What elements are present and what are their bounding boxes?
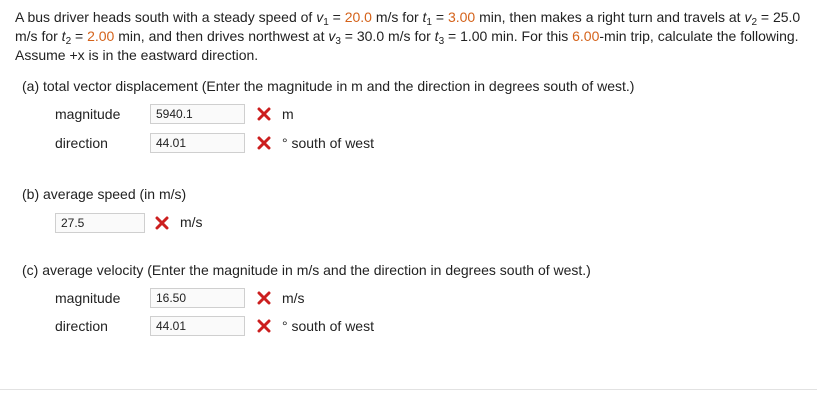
part-a-magnitude-input[interactable] (150, 104, 245, 124)
part-c-direction-input[interactable] (150, 316, 245, 336)
v3-subscript: 3 (335, 36, 341, 47)
x-mark-icon (257, 107, 271, 121)
v1-subscript: 1 (323, 17, 329, 28)
part-c-direction-label: direction (55, 318, 108, 334)
t1-subscript: 1 (426, 17, 432, 28)
part-c-magnitude-unit: m/s (282, 290, 305, 306)
part-a-magnitude-label: magnitude (55, 106, 121, 122)
part-a-heading: (a) total vector displacement (Enter the magnitude in m and the direction in degrees south of west.) (22, 78, 635, 94)
part-c-heading: (c) average velocity (Enter the magnitude in m/s and the direction in degrees south of west.) (22, 262, 591, 278)
problem-text: m/s for (371, 9, 423, 25)
problem-statement (15, 8, 811, 65)
part-b-speed-input[interactable] (55, 213, 145, 233)
x-mark-icon (155, 216, 169, 230)
total-time-value: 6.00 (572, 28, 600, 44)
part-a-direction-unit: ° south of west (282, 135, 374, 151)
t1-symbol: t (422, 9, 427, 25)
part-c-magnitude-input[interactable] (150, 288, 245, 308)
part-c-magnitude-label: magnitude (55, 290, 121, 306)
t3-symbol: t (434, 28, 439, 44)
part-b-heading: (b) average speed (in m/s) (22, 186, 187, 202)
part-c-direction-unit: ° south of west (282, 318, 374, 334)
problem-text: = 25.0 m/s for (15, 9, 801, 44)
problem-text: min, then makes a right turn and travels at (475, 9, 745, 25)
problem-text: = 1.00 min. For this (444, 28, 573, 44)
v2-subscript: 2 (751, 17, 758, 28)
v1-value: 20.0 (344, 9, 372, 25)
part-a-direction-label: direction (55, 135, 108, 151)
v1-symbol: v (316, 9, 324, 25)
bottom-divider (0, 389, 817, 390)
problem-text: = (328, 9, 345, 25)
t2-value: 2.00 (87, 28, 115, 44)
t2-subscript: 2 (65, 36, 72, 47)
problem-text: = (71, 28, 88, 44)
part-a-magnitude-unit: m (282, 106, 294, 122)
t2-symbol: t (61, 28, 66, 44)
problem-text: = 30.0 m/s for (340, 28, 435, 44)
problem-text: min, and then drives northwest at (114, 28, 329, 44)
x-mark-icon (257, 291, 271, 305)
v2-symbol: v (744, 9, 752, 25)
problem-text: = (431, 9, 448, 25)
problem-text: A bus driver heads south with a steady speed of (15, 9, 317, 25)
t1-value: 3.00 (447, 9, 476, 25)
problem-text: -min trip, calculate the following. Assume +x is in the eastward direction. (15, 28, 799, 63)
t3-subscript: 3 (438, 36, 445, 47)
v3-symbol: v (328, 28, 336, 44)
part-a-direction-input[interactable] (150, 133, 245, 153)
part-b-unit: m/s (180, 214, 203, 230)
x-mark-icon (257, 136, 271, 150)
x-mark-icon (257, 319, 271, 333)
